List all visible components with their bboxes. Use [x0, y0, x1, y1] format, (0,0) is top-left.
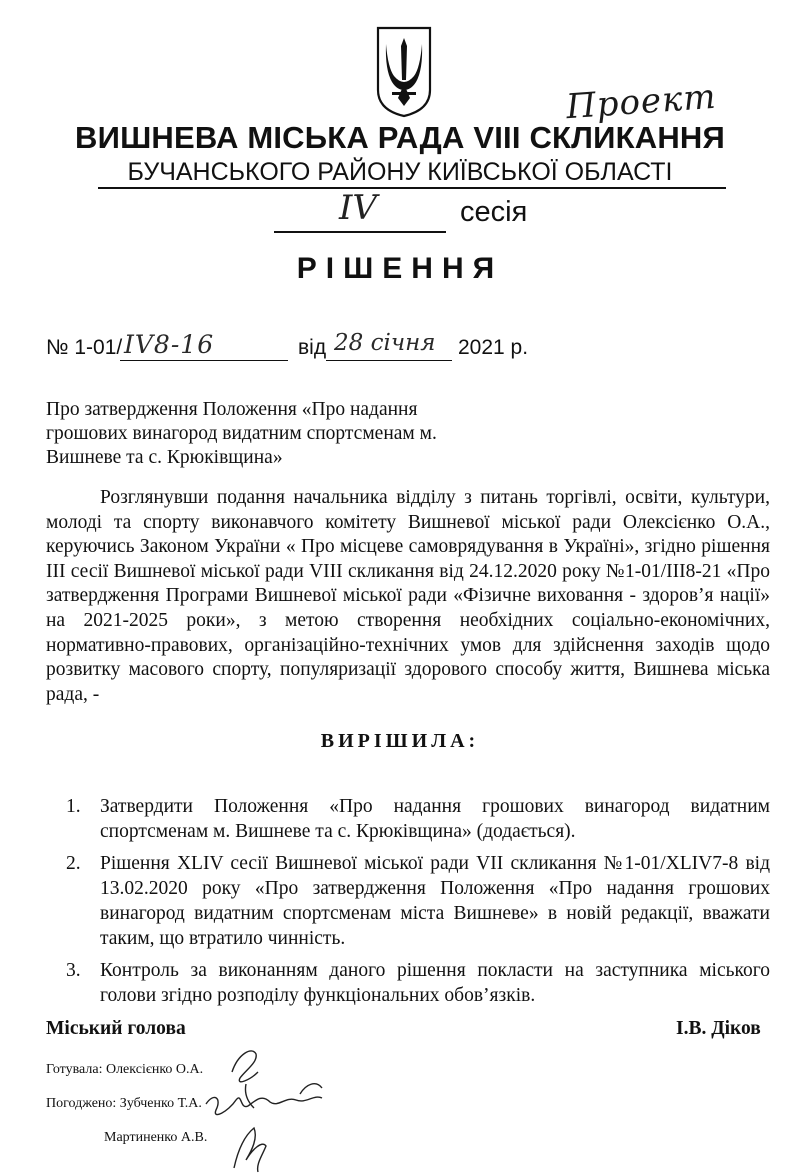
signature-agreed — [206, 1084, 322, 1115]
decision-subject: Про затвердження Положення «Про надання грошових винагород видатним спортсменам м. Вишневе та с. Крюківщина» — [46, 399, 437, 468]
agreed-by-second: Мартиненко А.В. — [104, 1130, 208, 1145]
coat-of-arms-icon — [376, 26, 432, 118]
list-item — [66, 958, 770, 1008]
list-item — [66, 851, 770, 951]
list-item-number: 2. — [66, 853, 81, 874]
signature-prepared — [232, 1051, 258, 1108]
list-item-text: Контроль за виконанням даного рішення покласти на заступника міського голови згідно розподілу функціональних обов’язків. — [100, 960, 770, 1006]
session-label: сесія — [460, 196, 528, 228]
list-item — [66, 794, 770, 844]
session-underline — [274, 231, 446, 233]
decision-number-underline — [120, 360, 288, 361]
preamble-paragraph: Розглянувши подання начальника відділу з питань торгівлі, освіти, культури, молоді та спорту виконавчого комітету Вишневої міської ради Олексієнко О.А., керуючись Законом України « Про місцеве самоврядування в Україні», згідно рішення III сесії Вишневої міської ради VIII скликання від 24.12.2020 року №1-01/III8-21 «Про затвердження Програми Вишневої міської ради «Фізичне виховання - здоров’я нації» на 2021-2025 роки», з метою створення необхідних соціально-економічних, нормативно-правових, організаційно-технічних умов для здійснення заходів щодо розвитку масового спорту, популяризації здорового способу життя, Вишнева міська рада, - — [46, 487, 770, 705]
decision-date-underline — [326, 360, 452, 361]
resolved-heading: ВИРІШИЛА: — [320, 730, 480, 752]
decision-year: 2021 р. — [458, 336, 529, 359]
date-label: від — [298, 336, 327, 359]
council-title: ВИШНЕВА МІСЬКА РАДА VIII СКЛИКАННЯ — [75, 120, 725, 155]
decision-number: IV8-16 — [124, 330, 215, 359]
prepared-by: Готувала: Олексієнко О.А. — [46, 1062, 204, 1077]
session-number: IV — [339, 188, 377, 228]
mayor-title: Міський голова — [46, 1018, 186, 1039]
list-item-number: 3. — [66, 960, 81, 981]
list-item-text: Рішення XLIV сесії Вишневої міської ради VII скликання №1-01/XLIV7-8 від 13.02.2020 року «Про затвердження Положення «Про надання грошових винагород видатним спортсменам міста Вишневе» в новій редакції, вважати таким, що втратило чинність. — [100, 853, 770, 949]
district-title: БУЧАНСЬКОГО РАЙОНУ КИЇВСЬКОЇ ОБЛАСТІ — [127, 158, 673, 186]
agreed-by: Погоджено: Зубченко Т.А. — [46, 1096, 202, 1111]
list-item-number: 1. — [66, 796, 81, 817]
decision-number-prefix: № 1-01/ — [46, 336, 123, 359]
signature-agreed-second — [234, 1128, 266, 1172]
draft-handwritten-mark: Проект — [564, 76, 718, 128]
document-type-heading: РІШЕННЯ — [296, 252, 504, 285]
decision-date: 28 січня — [334, 330, 436, 356]
list-item-text: Затвердити Положення «Про надання грошових винагород видатним спортсменам м. Вишневе та с. Крюківщина» (додається). — [100, 796, 770, 842]
mayor-name: І.В. Діков — [676, 1018, 761, 1039]
resolution-list — [66, 794, 770, 1015]
